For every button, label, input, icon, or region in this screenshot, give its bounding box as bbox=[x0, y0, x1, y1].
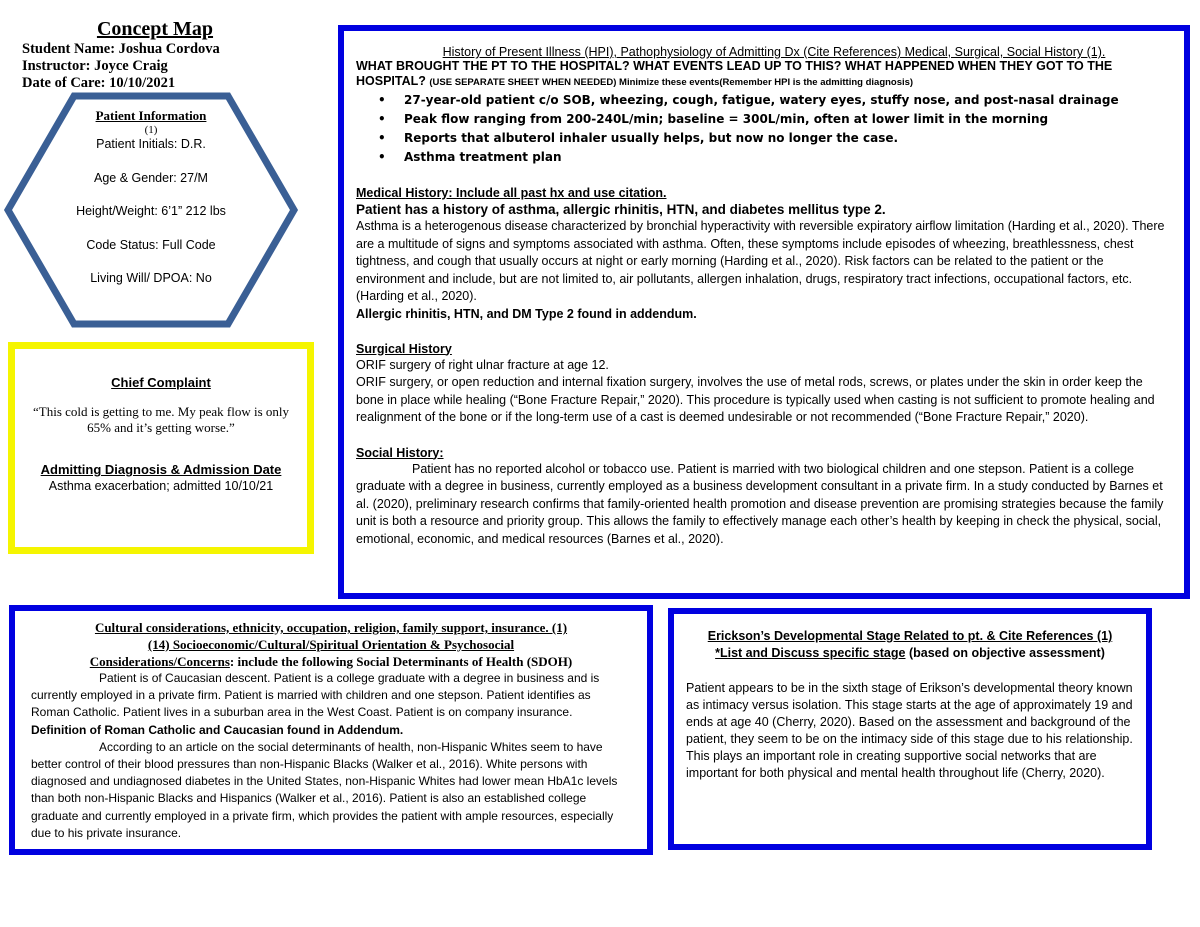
cultural-p2-text: According to an article on the social determinants of health, non-Hispanic Whites seem to have better control of their blood pressures than non-Hispanic Blacks (Walker et al., 2016). White persons with diagnosed and undiagnosed diabetes in the United States, non-Hispanic Whites had lower mean HbA1c levels than both non-Hispanic Blacks and Hispanics (Walker et al., 2016). Patient is also an established college graduate and currently employed in a private firm, which provides the patient with ample resources, especially due to his private insurance. bbox=[31, 739, 618, 840]
document-header bbox=[0, 18, 330, 92]
social-history-body bbox=[356, 461, 1172, 549]
patient-initials: Patient Initials: D.R. bbox=[96, 137, 206, 151]
patient-info-content bbox=[42, 108, 260, 304]
erikson-body: Patient appears to be in the sixth stage of Erikson’s developmental theory known as intimacy versus isolation. This stage starts at the age of approximately 19 and ends at age 40 (Cherry, 2020). Based on the assessment and background of the patient, they seem to be on the intimacy side of this stage due to his relationship. This plays an important role in creating supportive social networks that are important for both physical and mental health throughout life (Cherry, 2020). bbox=[686, 681, 1133, 780]
medical-history-title: Medical History: Include all past hx and use citation. bbox=[356, 186, 667, 200]
surgical-history-body: ORIF surgery, or open reduction and internal fixation surgery, involves the use of metal rods, screws, or plates under the skin in order keep the bone in place while healing (“Bone Fracture Repair,” 2020). This procedure is typically used when casting is not sufficient to promote healing and realignment of the bone or if the long-term use of a cast is deemed undesirable or not recommended (“Bone Fracture Repair,” 2020). bbox=[356, 375, 1155, 424]
page-title: Concept Map bbox=[96, 18, 214, 40]
erikson-title-line-3: (based on objective assessment) bbox=[905, 646, 1105, 660]
cultural-title-line-3: : include the following Social Determinants of Health (SDOH) bbox=[229, 654, 573, 669]
chief-complaint-box bbox=[8, 342, 314, 554]
patient-info-number: (1) bbox=[144, 124, 158, 136]
list-item: • Asthma treatment plan bbox=[404, 148, 1172, 167]
chief-complaint-title: Chief Complaint bbox=[111, 375, 211, 390]
hpi-title: History of Present Illness (HPI), Pathophysiology of Admitting Dx (Cite References) Medical, Surgical, Social History (1). bbox=[442, 45, 1106, 59]
cultural-considerations-box bbox=[9, 605, 653, 855]
patient-height-weight: Height/Weight: 6’1” 212 lbs bbox=[76, 204, 226, 218]
cultural-title-line-1: Cultural considerations, ethnicity, occupation, religion, family support, insurance. (1) bbox=[94, 620, 568, 635]
cultural-paragraph-1 bbox=[31, 670, 631, 739]
patient-info-hexagon bbox=[2, 92, 300, 328]
chief-complaint-quote: “This cold is getting to me. My peak flow is only 65% and it’s getting worse.” bbox=[33, 404, 289, 435]
medical-history-addendum: Allergic rhinitis, HTN, and DM Type 2 found in addendum. bbox=[356, 306, 697, 321]
instructor-name: Instructor: Joyce Craig bbox=[22, 58, 168, 74]
patient-age-gender: Age & Gender: 27/M bbox=[94, 170, 208, 185]
hpi-question-text: WHAT BROUGHT THE PT TO THE HOSPITAL? WHAT EVENTS LEAD UP TO THIS? WHAT HAPPENED WHEN THEY GOT TO THE HOSPITAL? bbox=[356, 59, 1113, 88]
cultural-p1-text: Patient is of Caucasian descent. Patient is a college graduate with a degree in business and is currently employed in a private firm. Patient is married with children and one stepson. Patient identifies as Roman Catholic. Patient lives in a suburban area in the West Coast. Patient is on company insurance. bbox=[31, 671, 600, 720]
cultural-paragraph-2 bbox=[31, 739, 631, 842]
list-item: • Peak flow ranging from 200-240L/min; baseline = 300L/min, often at lower limit in the morning bbox=[404, 110, 1172, 129]
hpi-box bbox=[338, 25, 1190, 599]
hpi-question bbox=[356, 59, 1172, 90]
social-history-text: Patient has no reported alcohol or tobacco use. Patient is married with two biological children and one stepson. Patient is a college graduate with a degree in business, currently employed as a business development consultant in a private firm. In a study conducted by Barnes et al. (2020), preliminary research confirms that family-oriented health promotion and disease prevention are promising strategies because the family unit is both a resource and priority group. This allows the family to effectively manage each other’s health by keeping in check the physical, social, emotional, economic, and medical resources (Barnes et al., 2020). bbox=[356, 461, 1164, 546]
erikson-title bbox=[686, 628, 1134, 662]
medical-history-body: Asthma is a heterogenous disease characterized by bronchial hyperactivity with reversible expiratory airflow limitation (Harding et al., 2020). There are a multitude of signs and symptoms associated with asthma. Often, these symptoms include episodes of wheezing, breathlessness, chest tightness, and cough that usually occurs at night or early morning (Harding et al., 2020). Risk factors can be related to the patient or the environment and include, but are not limited to, air pollutants, allergen inhalation, drugs, respiratory tract infections, occupational factors, etc. (Harding et al., 2020). bbox=[356, 219, 1165, 303]
list-item: • 27-year-old patient c/o SOB, wheezing, cough, fatigue, watery eyes, stuffy nose, and post-nasal drainage bbox=[404, 91, 1172, 110]
patient-living-will: Living Will/ DPOA: No bbox=[90, 271, 212, 285]
date-of-care: Date of Care: 10/10/2021 bbox=[22, 75, 176, 91]
hpi-bullet-list bbox=[356, 91, 1172, 167]
social-history-title: Social History: bbox=[356, 445, 444, 460]
erikson-title-line-2: *List and Discuss specific stage bbox=[715, 646, 906, 660]
erikson-title-line-1: Erickson’s Developmental Stage Related to pt. & Cite References (1) bbox=[707, 629, 1113, 643]
cultural-p1-bold: Definition of Roman Catholic and Caucasian found in Addendum. bbox=[31, 722, 404, 737]
erikson-stage-box bbox=[668, 608, 1152, 850]
cultural-title-line-3-underlined: Considerations/Concerns bbox=[89, 654, 230, 669]
hpi-question-note: (USE SEPARATE SHEET WHEN NEEDED) Minimize these events(Remember HPI is the admitting diagnosis) bbox=[429, 77, 914, 88]
cultural-title bbox=[31, 619, 631, 670]
patient-info-title: Patient Information bbox=[95, 108, 207, 123]
medical-history-summary: Patient has a history of asthma, allergic rhinitis, HTN, and diabetes mellitus type 2. bbox=[356, 202, 886, 217]
list-item: • Reports that albuterol inhaler usually helps, but now no longer the case. bbox=[404, 129, 1172, 148]
surgical-history-line: ORIF surgery of right ulnar fracture at age 12. bbox=[356, 357, 609, 372]
admitting-diagnosis-text: Asthma exacerbation; admitted 10/10/21 bbox=[48, 479, 274, 493]
student-name: Student Name: Joshua Cordova bbox=[22, 41, 220, 57]
surgical-history-title: Surgical History bbox=[356, 341, 452, 356]
admitting-diagnosis-title: Admitting Diagnosis & Admission Date bbox=[40, 462, 282, 477]
patient-code-status: Code Status: Full Code bbox=[86, 237, 216, 252]
cultural-title-line-2: (14) Socioeconomic/Cultural/Spiritual Orientation & Psychosocial bbox=[147, 637, 515, 652]
